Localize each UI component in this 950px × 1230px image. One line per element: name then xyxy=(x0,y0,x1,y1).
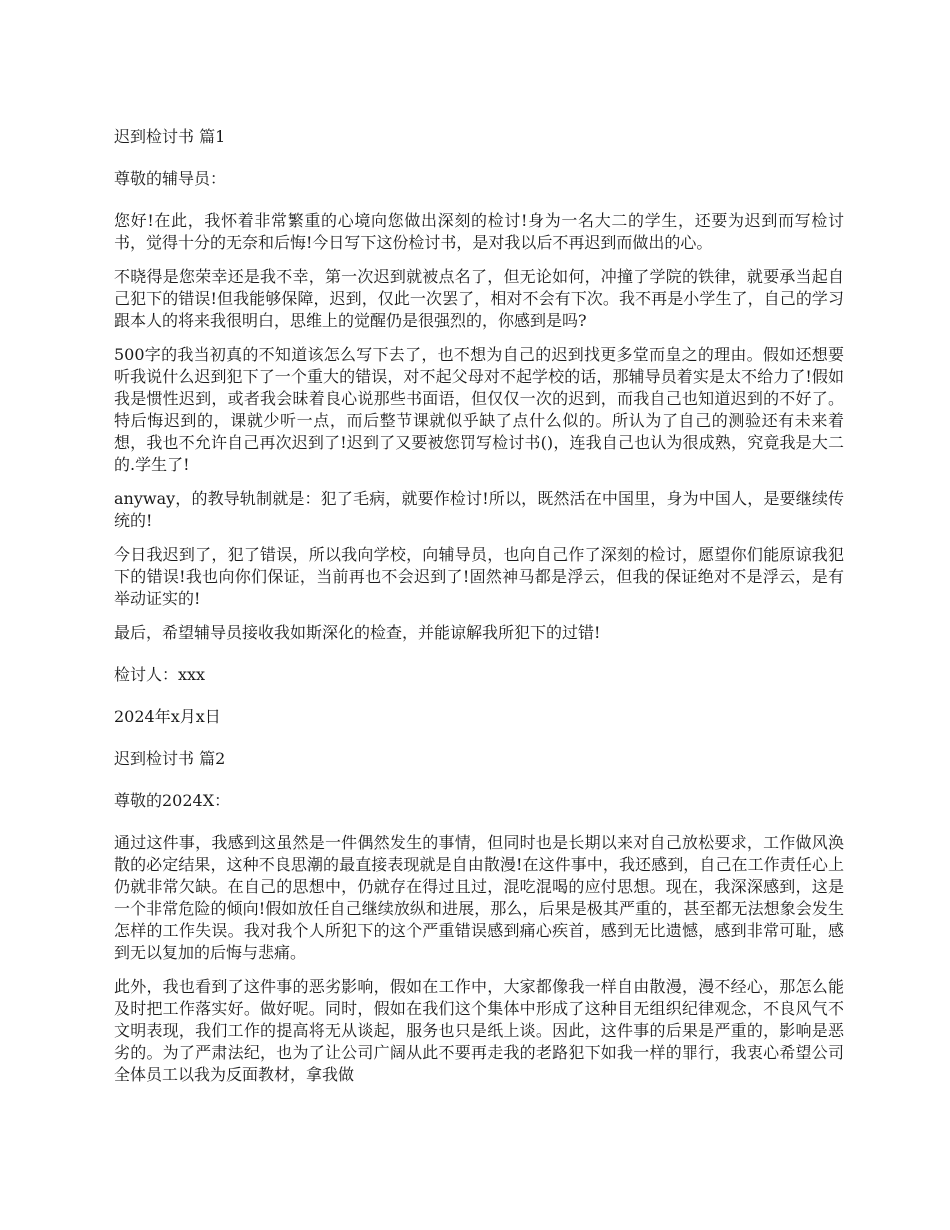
body-paragraph: 通过这件事，我感到这虽然是一件偶然发生的事情，但同时也是长期以来对自己放松要求，工作做风涣散的必定结果，这种不良思潮的最直接表现就是自由散漫!在这件事中，我还感到，自己在工作责任心上仍就非常欠缺。在自己的思想中，仍就存在得过且过，混吃混喝的应付思想。现在，我深深感到，这是一个非常危险的倾向!假如放任自己继续放纵和进展，那么，后果是极其严重的，甚至都无法想象会发生怎样的工作失误。我对我个人所犯下的这个严重错误感到痛心疾首，感到无比遗憾，感到非常可耻，感到无以复加的后悔与悲痛。 xyxy=(114,833,844,962)
section-heading-2: 迟到检讨书 篇2 xyxy=(114,749,226,768)
salutation-1: 尊敬的辅导员： xyxy=(114,169,227,188)
body-paragraph: 不晓得是您荣幸还是我不幸，第一次迟到就被点名了，但无论如何，冲撞了学院的铁律，就要承当起自己犯下的错误!但我能够保障，迟到，仅此一次罢了，相对不会有下次。我不再是小学生了，自己的学习跟本人的将来我很明白，思维上的觉醒仍是很强烈的，你感到是吗? xyxy=(114,267,844,330)
date-line: 2024年x月x日 xyxy=(114,707,221,726)
salutation-2: 尊敬的2024X： xyxy=(114,791,231,810)
body-paragraph: anyway，的教导轨制就是：犯了毛病，就要作检讨!所以，既然活在中国里，身为中国人，是要继续传统的! xyxy=(114,489,844,530)
document-page xyxy=(114,126,844,1098)
signature-line: 检讨人：xxx xyxy=(114,665,206,684)
body-paragraph: 500字的我当初真的不知道该怎么写下去了，也不想为自己的迟到找更多堂而皇之的理由。假如还想要听我说什么迟到犯下了一个重大的错误，对不起父母对不起学校的话，那辅导员着实是太不给力了!假如我是惯性迟到，或者我会昧着良心说那些书面语，但仅仅一次的迟到，而我自己也知道迟到的不好了。特后悔迟到的，课就少听一点，而后整节课就似乎缺了点什么似的。所认为了自己的测验还有未来着想，我也不允许自己再次迟到了!迟到了又要被您罚写检讨书()，连我自己也认为很成熟，究竟我是大二的.学生了! xyxy=(114,345,844,474)
section-heading-1: 迟到检讨书 篇1 xyxy=(114,127,226,146)
body-paragraph: 此外，我也看到了这件事的恶劣影响，假如在工作中，大家都像我一样自由散漫，漫不经心，那怎么能及时把工作落实好。做好呢。同时，假如在我们这个集体中形成了这种目无组织纪律观念，不良风气不文明表现，我们工作的提高将无从谈起，服务也只是纸上谈。因此，这件事的后果是严重的，影响是恶劣的。为了严肃法纪，也为了让公司广阔从此不要再走我的老路犯下如我一样的罪行，我衷心希望公司全体员工以我为反面教材，拿我做 xyxy=(114,977,844,1084)
body-paragraph: 您好!在此，我怀着非常繁重的心境向您做出深刻的检讨!身为一名大二的学生，还要为迟到而写检讨书，觉得十分的无奈和后悔!今日写下这份检讨书，是对我以后不再迟到而做出的心。 xyxy=(114,211,844,252)
body-paragraph: 最后，希望辅导员接收我如斯深化的检查，并能谅解我所犯下的过错! xyxy=(114,623,601,642)
body-paragraph: 今日我迟到了，犯了错误，所以我向学校，向辅导员，也向自己作了深刻的检讨，愿望你们能原谅我犯下的错误!我也向你们保证，当前再也不会迟到了!固然神马都是浮云，但我的保证绝对不是浮云，是有举动证实的! xyxy=(114,545,844,608)
